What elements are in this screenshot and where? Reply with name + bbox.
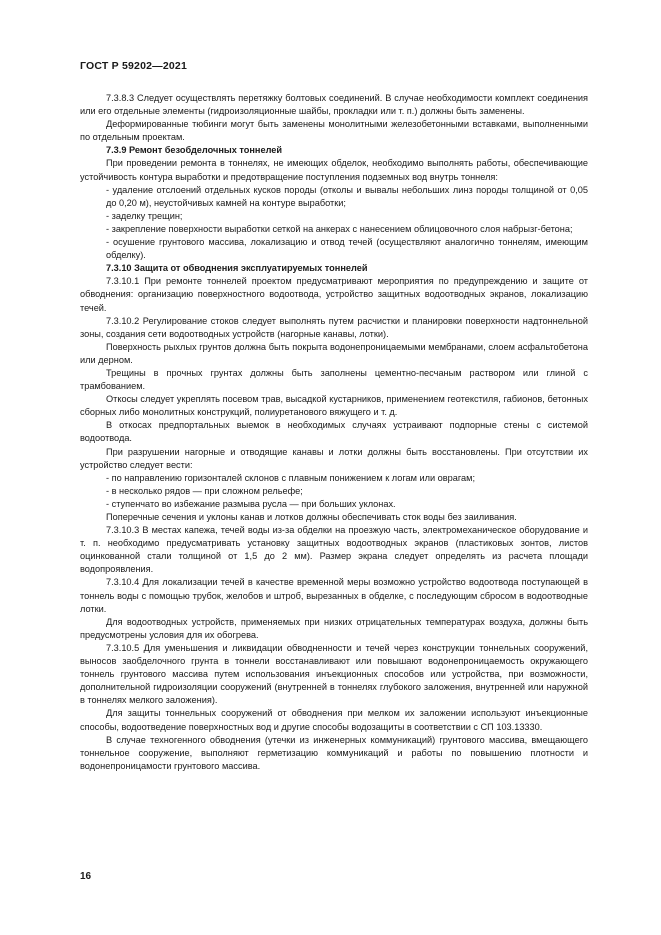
paragraph-portal-cuts: В откосах предпортальных выемок в необходимых случаях устраивают подпорные стены с системой водоотвода. xyxy=(80,420,588,444)
paragraph-7-3-10-2: 7.3.10.2 Регулирование стоков следует выполнять путем расчистки и планировки поверхности надтоннельной зоны, создания сети водоотводных устройств (нагорные канавы, лотки). xyxy=(80,315,588,339)
paragraph-7-3-10-1: 7.3.10.1 При ремонте тоннелей проектом предусматривают мероприятия по предупреждению и защите от обводнения: организацию поверхностного водоотвода, устройство защитных водоотводных экранов, локализацию течей. xyxy=(80,276,588,313)
list-item: - в несколько рядов — при сложном рельефе; xyxy=(106,485,303,496)
paragraph-7-3-10-5: 7.3.10.5 Для уменьшения и ликвидации обводненности и течей через конструкции тоннельных сооружений, выносов заобделочного грунта в тоннели восстанавливают или повышают водонепроницаемость окружающего тоннель грунтового массива путем использования инъекционных способов или устройства, при возможности, дополнительной гидроизоляции сооружений (внутренней в тоннелях глубокого заложения, внутренней или наружной в тоннелях мелкого заложения). xyxy=(80,642,588,706)
paragraph-shallow-tunnels: Для защиты тоннельных сооружений от обводнения при мелком их заложении используют инъекционные способы, водоотведение поверхностных вод и другие способы водозащиты в соответствии с СП 103.13330. xyxy=(80,708,588,732)
paragraph-unlined-tunnels: При проведении ремонта в тоннелях, не имеющих обделок, необходимо выполнять работы, обеспечивающие устойчивость контура выработки и предотвращение поступления подземных вод внутрь тоннеля: xyxy=(80,158,588,182)
list-item: - закрепление поверхности выработки сеткой на анкерах с нанесением облицовочного слоя набрызг-бетона; xyxy=(106,223,573,234)
paragraph-cross-sections: Поперечные сечения и уклоны канав и лотков должны обеспечивать сток воды без заиливания. xyxy=(106,512,517,522)
list-item: - осушение грунтового массива, локализацию и отвод течей (осуществляют аналогично тоннелям, имеющим обделку). xyxy=(106,237,588,261)
paragraph-heating: Для водоотводных устройств, применяемых при низких отрицательных температурах воздуха, должны быть предусмотрены условия для их обогрева. xyxy=(80,616,588,640)
list-item: - удаление отслоений отдельных кусков породы (отколы и вывалы небольших линз породы толщиной от 0,05 до 0,20 м), неустойчивых камней на контуре выработки; xyxy=(106,184,588,208)
list-item: - ступенчато во избежание размыва русла — при больших уклонах. xyxy=(106,498,396,509)
paragraph-slopes: Откосы следует укреплять посевом трав, высадкой кустарников, применением геотекстиля, габионов, бетонных сборных либо монолитных конструкций, полиуретанового вяжущего и т. д. xyxy=(80,394,588,418)
paragraph-loose-soils: Поверхность рыхлых грунтов должна быть покрыта водонепроницаемыми мембранами, слоем асфальтобетона или дерном. xyxy=(80,341,588,365)
paragraph-technogenic-flooding: В случае техногенного обводнения (утечки из инженерных коммуникаций) грунтового массива, вмещающего тоннельное сооружение, выполняют герметизацию коммуникаций и работы по повышению плотности и водонепроницамости грунтового массива. xyxy=(80,734,588,771)
section-heading-7-3-10: 7.3.10 Защита от обводнения эксплуатируемых тоннелей xyxy=(106,263,368,274)
section-heading-7-3-9: 7.3.9 Ремонт безобделочных тоннелей xyxy=(106,145,283,156)
paragraph-7-3-8-3: 7.3.8.3 Следует осуществлять перетяжку болтовых соединений. В случае необходимости комплект соединения или его отдельные элементы (гидроизоляционные шайбы, прокладки или т. п.) должны быть заменены. xyxy=(80,93,588,117)
paragraph-7-3-10-4: 7.3.10.4 Для локализации течей в качестве временной меры возможно устройство водоотвода поступающей в тоннель воды с помощью трубок, желобов и штроб, вырезанных в обделке, с последующим сбросом в водоотводные лотки. xyxy=(80,577,588,614)
standard-header: ГОСТ Р 59202—2021 xyxy=(80,60,188,72)
list-item: - заделку трещин; xyxy=(106,210,183,221)
paragraph-tubing-replacement: Деформированные тюбинги могут быть заменены монолитными железобетонными вставками, выполненными по отдельным проектам. xyxy=(80,119,588,143)
paragraph-cracks: Трещины в прочных грунтах должны быть заполнены цементно-песчаным раствором или глиной с трамбованием. xyxy=(80,367,588,392)
page-number: 16 xyxy=(80,871,92,882)
paragraph-ditches: При разрушении нагорные и отводящие канавы и лотки должны быть восстановлены. При отсутствии их устройство следует вести: xyxy=(80,446,588,470)
paragraph-7-3-10-3: 7.3.10.3 В местах капежа, течей воды из-за обделки на проезжую часть, электромеханическое оборудование и т. п. необходимо предусматривать установку защитных водоотводных экранов (пластиковых зонтов, листов оцинкованной стали толщиной от 1,5 до 2 мм). Размер экрана следует определять из расчета площади водопроявления. xyxy=(80,525,588,575)
list-item: - по направлению горизонталей склонов с плавным понижением к логам или оврагам; xyxy=(106,472,476,483)
page-body xyxy=(80,92,588,773)
